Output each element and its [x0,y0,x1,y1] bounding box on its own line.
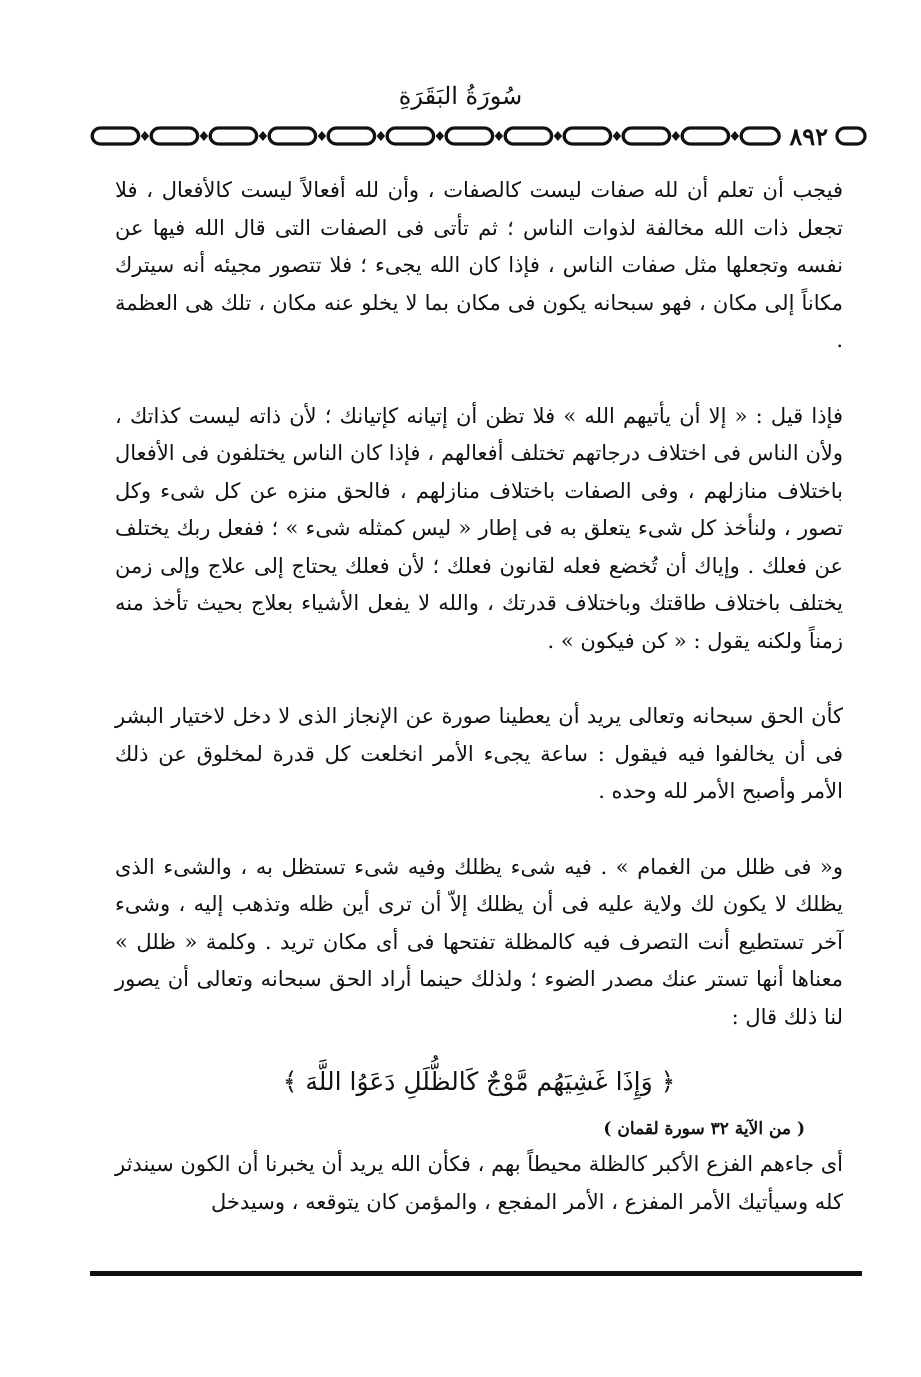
paragraph-1: فيجب أن تعلم أن لله صفات ليست كالصفات ، وأن لله أفعالاً ليست كالأفعال ، فلا تجعل ذات الله مخالفة لذوات الناس ؛ ثم تأتى فى الصفات التى قال الله فيها عن نفسه وتجعلها مثل صفات الناس ، فإذا كان الله يجىء ؛ فلا تتصور مجيئه أنه سيترك مكاناً إلى مكان ، فهو سبحانه يكون فى مكان بما لا يخلو عنه مكان ، تلك هى العظمة . [115,178,843,352]
paragraph-gap [115,811,843,849]
quran-verse: ﴿ وَإِذَا غَشِيَهُم مَّوْجٌ كَالظُّلَلِ دَعَوُا اللَّهَ ﴾ [282,1067,676,1096]
closing-paragraph: أى جاءهم الفزع الأكبر كالظلة محيطاً بهم ، فكأن الله يريد أن يخبرنا أن الكون سيندثر كله وسيأتيك الأمر المفزع ، الأمر المفجع ، والمؤمن كان يتوقعه ، وسيدخل [115,1152,843,1214]
paragraph-2: فإذا قيل : « إلا أن يأتيهم الله » فلا تظن أن إتيانه كإتيانك ؛ لأن ذاته ليست كذاتك ، ولأن الناس فى اختلاف درجاتهم تختلف أفعالهم ، فإذا كان الناس يختلفون فى الأفعال باختلاف منازلهم ، وفى الصفات باختلاف منازلهم ، فالحق منزه عن كل شىء وكل تصور ، ولنأخذ كل شىء يتعلق به فى إطار « ليس كمثله شىء » ؛ ففعل ربك يختلف عن فعلك . وإياك أن تُخضع فعله لقانون فعلك ؛ لأن فعلك يحتاج إلى علاج وإلى زمن يختلف باختلاف طاقتك وباختلاف قدرتك ، والله لا يفعل الأشياء بعلاج بحيث تأخذ منه زمناً ولكنه يقول : « كن فيكون » . [115,403,843,653]
paragraph-4: و« فى ظلل من الغمام » . فيه شىء يظلك وفيه شىء تستظل به ، والشىء الذى يظلك لا يكون لك ولاية عليه فى أن يظلك إلاّ أن ترى أين ظله وتذهب إليه ، وشىء آخر تستطيع أنت التصرف فيه كالمظلة تفتحها فى أى مكان تريد . وكلمة « ظلل » معناها أنها تستر عنك مصدر الضوء ؛ ولذلك حينما أراد الحق سبحانه وتعالى أن يصور لنا ذلك قال : [115,854,843,1029]
page-number: ٨٩٢ [789,121,828,151]
surah-title: سُورَةُ البَقَرَةِ [398,82,523,110]
verse-citation: ( من الآية ٣٢ سورة لقمان ) [603,1119,805,1139]
chain-ornament-icon [88,121,783,151]
paragraph-gap [115,360,843,398]
footer-rule [90,1271,862,1276]
chain-end-icon [834,121,868,151]
paragraph-3: كأن الحق سبحانه وتعالى يريد أن يعطينا صورة عن الإنجاز الذى لا دخل لاختيار البشر فى أن يخالفوا فيه فيقول : ساعة يجىء الأمر انخلعت كل قدرة لمخلوق عن ذلك الأمر وأصبح الأمر لله وحده . [115,704,843,803]
page-body [115,172,843,1221]
paragraph-gap [115,660,843,698]
header-ornament-band [88,121,868,151]
